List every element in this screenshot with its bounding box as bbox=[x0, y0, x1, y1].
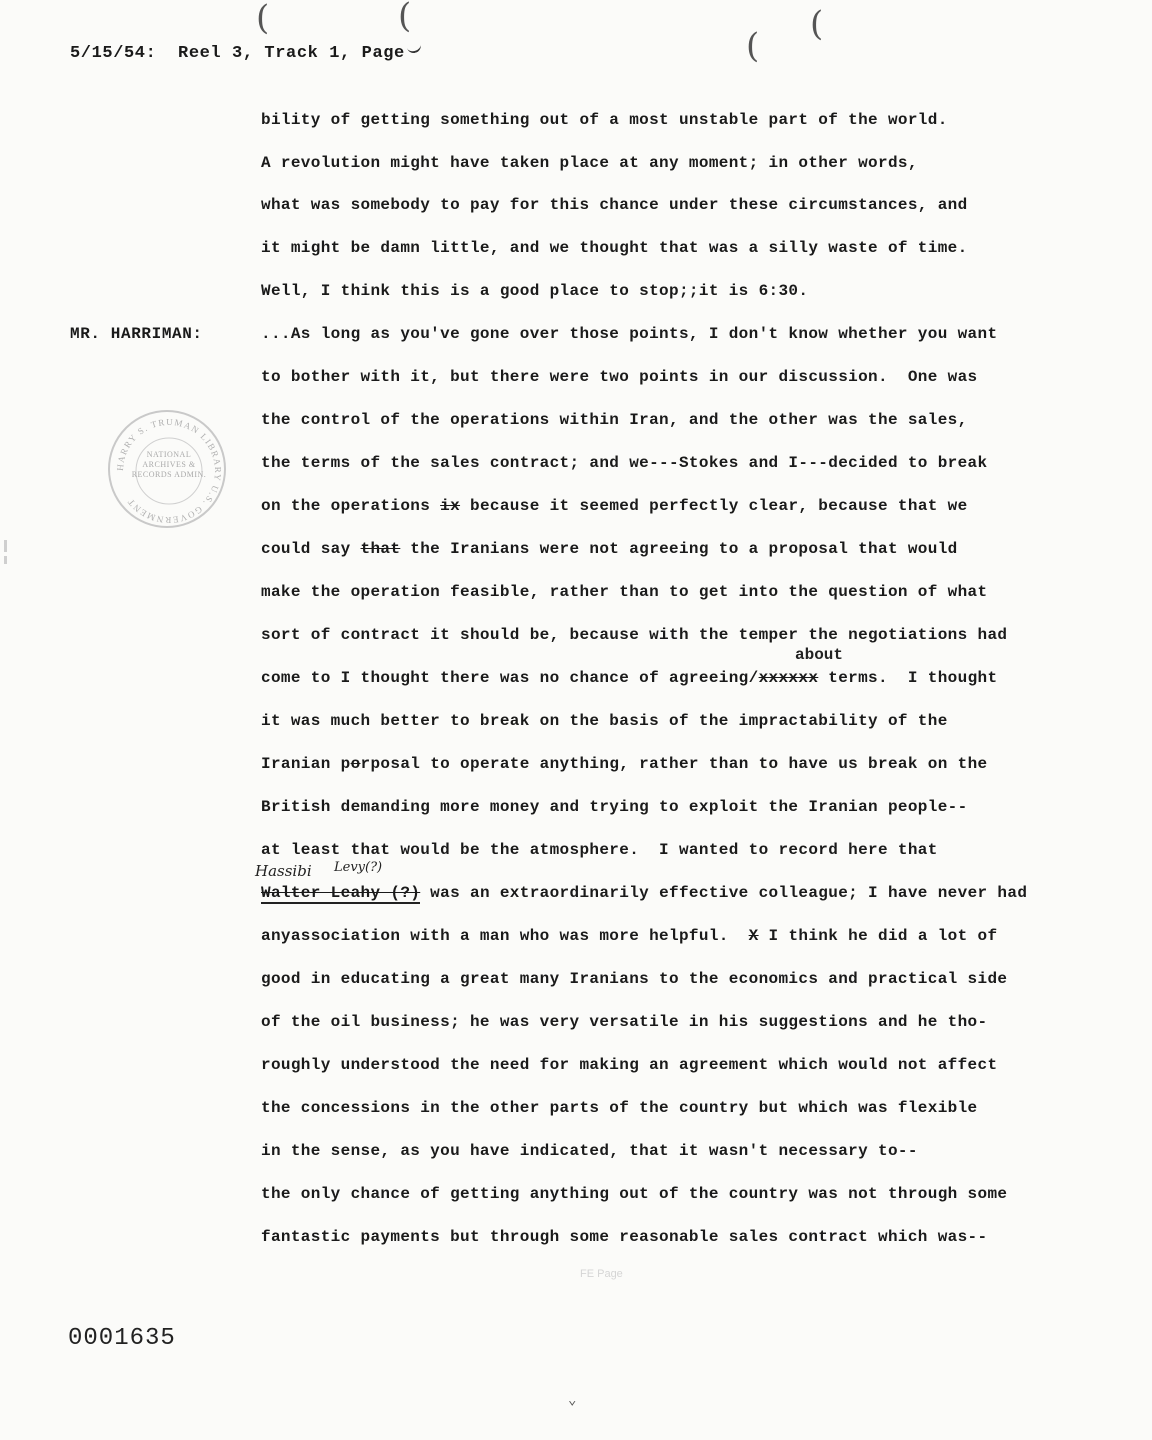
text-line: make the operation feasible, rather than to get into the question of what bbox=[261, 583, 988, 601]
stamp-ring-text: HARRY S. TRUMAN LIBRARY U.S. GOVERNMENT bbox=[114, 416, 224, 526]
text-segment: anyassociation with a man who was more helpful. bbox=[261, 927, 749, 945]
handwritten-insertion-about: about bbox=[795, 646, 844, 664]
edge-mark bbox=[4, 556, 7, 564]
text-line: Well, I think this is a good place to stop;;it is 6:30. bbox=[261, 282, 809, 300]
speaker-label: MR. HARRIMAN: bbox=[70, 325, 203, 343]
text-segment: on the operations bbox=[261, 497, 441, 515]
text-line: it was much better to break on the basis of the impractability of the bbox=[261, 712, 948, 730]
struck-text: X bbox=[748, 927, 759, 945]
text-line: at least that would be the atmosphere. I wanted to record here that bbox=[261, 841, 938, 859]
text-line: bility of getting something out of a most unstable part of the world. bbox=[261, 111, 948, 129]
stamp-center-text: NATIONAL ARCHIVES & RECORDS ADMIN. bbox=[131, 450, 207, 479]
text-line bbox=[261, 927, 997, 945]
text-line: the concessions in the other parts of the country but which was flexible bbox=[261, 1099, 978, 1117]
text-segment: come to I thought there was no chance of agreeing/ bbox=[261, 669, 759, 687]
text-line bbox=[261, 497, 968, 515]
text-line: good in educating a great many Iranians to the economics and practical side bbox=[261, 970, 1008, 988]
text-line: it might be damn little, and we thought that was a silly waste of time. bbox=[261, 239, 968, 257]
header-text: 5/15/54: Reel 3, Track 1, Page bbox=[70, 44, 405, 63]
handwritten-name-hassibi: Hassibi bbox=[255, 862, 312, 880]
text-segment: could say bbox=[261, 540, 361, 558]
text-segment: was an extraordinarily effective colleague; I have never had bbox=[420, 884, 1028, 902]
text-line: to bother with it, but there were two points in our discussion. One was bbox=[261, 368, 978, 386]
text-line: roughly understood the need for making an agreement which would not affect bbox=[261, 1056, 998, 1074]
edge-mark bbox=[4, 540, 7, 552]
page-number-mark bbox=[406, 39, 423, 54]
text-line bbox=[261, 755, 987, 773]
corrected-letter: o bbox=[350, 755, 361, 773]
page-artifact-mark: ( bbox=[810, 4, 824, 44]
text-line: ...As long as you've gone over those points, I don't know whether you want bbox=[261, 325, 998, 343]
text-line: the terms of the sales contract; and we---Stokes and I---decided to break bbox=[261, 454, 988, 472]
text-line: A revolution might have taken place at any moment; in other words, bbox=[261, 154, 918, 172]
text-line: what was somebody to pay for this chance under these circumstances, and bbox=[261, 196, 968, 214]
document-number: 0001635 bbox=[68, 1325, 176, 1352]
struck-text: xxxxxx bbox=[758, 669, 819, 687]
faint-bleedthrough-text: FE Page bbox=[580, 1268, 623, 1280]
handwritten-name-levy: Levy(?) bbox=[334, 860, 383, 875]
text-line: fantastic payments but through some reasonable sales contract which was-- bbox=[261, 1228, 988, 1246]
text-segment: terms. I thought bbox=[818, 669, 998, 687]
page-artifact-mark: ( bbox=[398, 0, 412, 36]
library-stamp bbox=[108, 410, 226, 528]
page-artifact-mark: ( bbox=[256, 0, 270, 38]
text-line: the control of the operations within Iran, and the other was the sales, bbox=[261, 411, 968, 429]
text-line bbox=[261, 884, 1027, 902]
text-segment: because it seemed perfectly clear, because that we bbox=[460, 497, 968, 515]
text-segment: the Iranians were not agreeing to a proposal that would bbox=[400, 540, 958, 558]
text-line bbox=[261, 669, 997, 687]
text-line: the only chance of getting anything out of the country was not through some bbox=[261, 1185, 1008, 1203]
page-artifact-mark: ( bbox=[746, 26, 760, 66]
page-artifact-mark: ⌄ bbox=[568, 1393, 577, 1409]
text-segment: rposal to operate anything, rather than to have us break on the bbox=[360, 755, 988, 773]
text-line: sort of contract it should be, because with the temper the negotiations had bbox=[261, 626, 1008, 644]
text-line: British demanding more money and trying to exploit the Iranian people-- bbox=[261, 798, 968, 816]
text-line: of the oil business; he was very versatile in his suggestions and he tho- bbox=[261, 1013, 988, 1031]
text-segment: Iranian p bbox=[261, 755, 351, 773]
page-header bbox=[70, 44, 421, 63]
struck-text: that bbox=[360, 540, 401, 558]
struck-text: Walter Leahy (?) bbox=[261, 884, 421, 902]
text-segment: I think he did a lot of bbox=[758, 927, 998, 945]
struck-text: ix bbox=[440, 497, 461, 515]
text-line bbox=[261, 540, 958, 558]
text-line: in the sense, as you have indicated, that it wasn't necessary to-- bbox=[261, 1142, 918, 1160]
